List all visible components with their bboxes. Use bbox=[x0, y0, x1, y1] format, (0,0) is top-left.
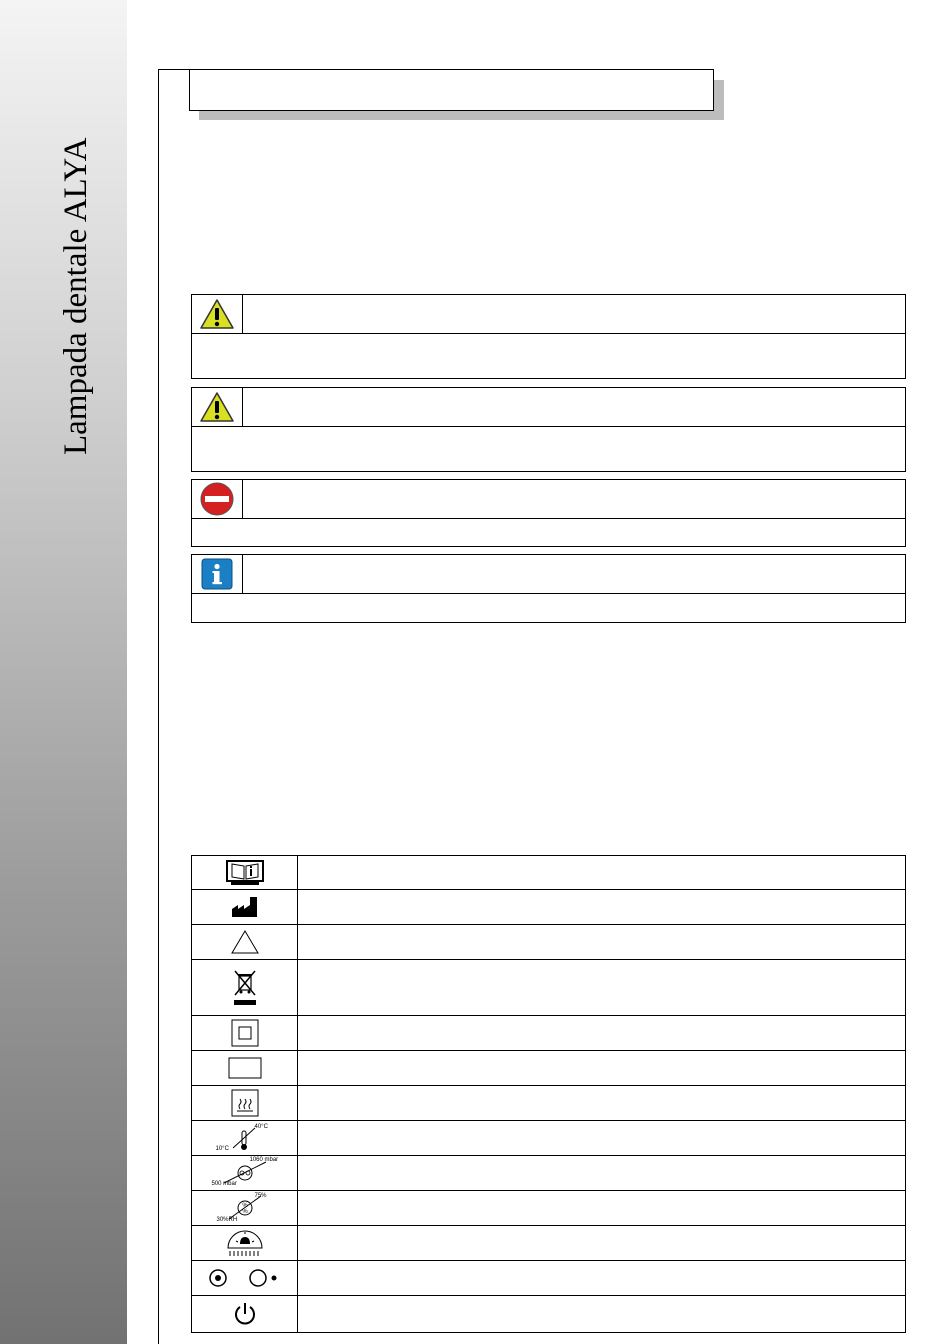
notice-prohibition bbox=[191, 479, 906, 547]
warning-triangle-outline-icon bbox=[192, 925, 298, 959]
symbols-table bbox=[191, 855, 906, 1333]
warning-triangle-icon bbox=[192, 295, 243, 333]
rectangle-mark-icon bbox=[192, 1051, 298, 1085]
symbol-row bbox=[192, 890, 905, 925]
on-off-circle-icon bbox=[192, 1261, 298, 1295]
symbol-row bbox=[192, 1016, 905, 1051]
sidebar-title: Lampada dentale ALYA bbox=[58, 137, 94, 455]
symbol-row bbox=[192, 960, 905, 1016]
frame-line bbox=[158, 69, 159, 1344]
manufacturer-icon bbox=[192, 890, 298, 924]
class-ii-double-square-icon bbox=[192, 1016, 298, 1050]
weee-crossed-bin-icon bbox=[192, 960, 298, 1015]
notice-warning-1 bbox=[191, 294, 906, 379]
symbol-row bbox=[192, 925, 905, 960]
pressure-min-label: 500 mbar bbox=[211, 1181, 237, 1187]
no-entry-icon bbox=[192, 480, 243, 518]
notice-header bbox=[192, 480, 905, 519]
light-dial-icon bbox=[192, 1226, 298, 1260]
info-icon bbox=[192, 555, 243, 593]
frame-line-top bbox=[158, 69, 190, 70]
svg-text:%: % bbox=[241, 1203, 248, 1209]
symbol-row bbox=[192, 856, 905, 890]
warning-triangle-icon bbox=[192, 388, 243, 426]
heat-source-icon bbox=[192, 1086, 298, 1120]
notice-information bbox=[191, 554, 906, 623]
symbol-row bbox=[192, 1296, 905, 1332]
pressure-limit-icon bbox=[192, 1156, 298, 1190]
humidity-max-label: 75% bbox=[254, 1193, 267, 1199]
symbol-row bbox=[192, 1191, 905, 1226]
temp-min-label: 10°C bbox=[215, 1146, 229, 1152]
symbol-row bbox=[192, 1261, 905, 1296]
symbol-row bbox=[192, 1226, 905, 1261]
section-title-box bbox=[189, 69, 714, 111]
symbol-row bbox=[192, 1121, 905, 1156]
symbol-row bbox=[192, 1156, 905, 1191]
notice-header bbox=[192, 388, 905, 427]
notice-header bbox=[192, 295, 905, 334]
symbol-row bbox=[192, 1086, 905, 1121]
notice-header bbox=[192, 555, 905, 594]
svg-text:%: % bbox=[241, 1209, 248, 1215]
power-icon bbox=[192, 1296, 298, 1332]
temp-max-label: 40°C bbox=[254, 1124, 268, 1130]
humidity-min-label: 30%RH bbox=[216, 1217, 238, 1223]
notice-warning-2 bbox=[191, 387, 906, 472]
humidity-limit-icon bbox=[192, 1191, 298, 1225]
consult-instructions-icon bbox=[192, 856, 298, 889]
sidebar bbox=[0, 0, 127, 1344]
temperature-limit-icon bbox=[192, 1121, 298, 1155]
symbol-row bbox=[192, 1051, 905, 1086]
pressure-max-label: 1060 mbar bbox=[249, 1157, 279, 1163]
